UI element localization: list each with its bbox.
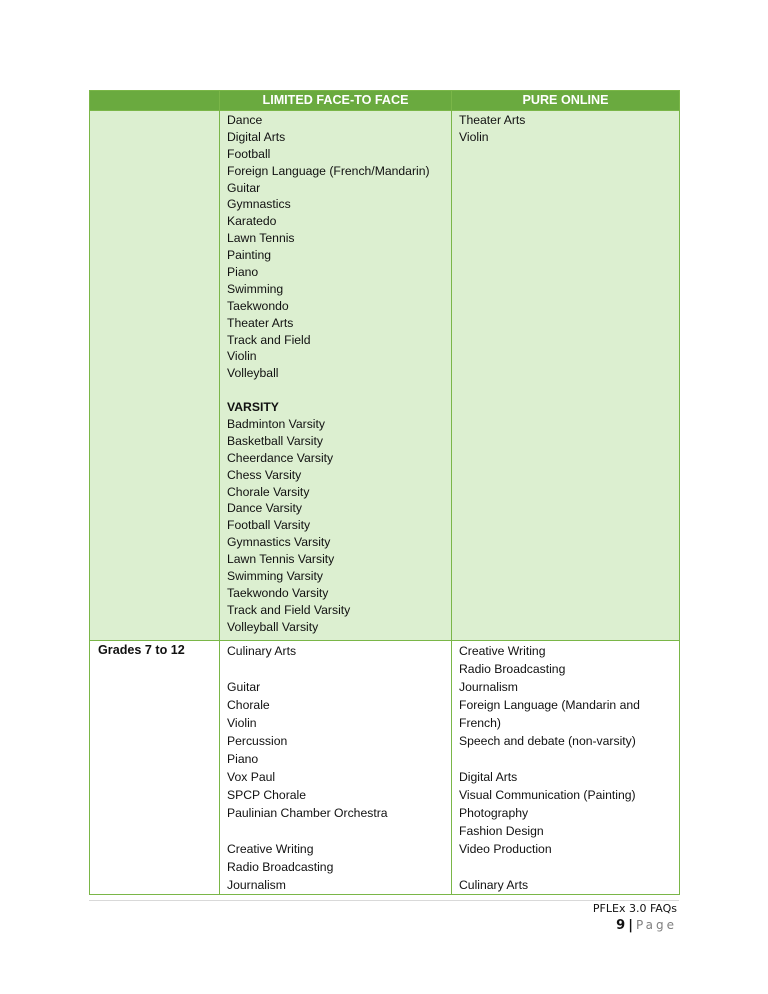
list-item: Swimming (227, 281, 284, 296)
list-item: Piano (227, 751, 259, 766)
page-number: 9 (616, 918, 626, 933)
footer-divider (89, 900, 679, 901)
list-item: Dance Varsity (227, 501, 302, 516)
list-item: Swimming Varsity (227, 569, 323, 584)
list-item: Digital Arts (227, 129, 286, 144)
list-item: SPCP Chorale (227, 787, 307, 802)
list-item: Creative Writing (227, 841, 314, 856)
list-item: Chorale (227, 697, 270, 712)
list-item: Paulinian Chamber Orchestra (227, 805, 388, 820)
list-item: Track and Field Varsity (227, 602, 351, 617)
list-item: Theater Arts (227, 315, 294, 330)
list-item: Creative Writing (459, 643, 546, 658)
list-item: Volleyball Varsity (227, 619, 319, 634)
table-row (90, 640, 680, 894)
limited-f2f-cell (220, 111, 452, 641)
list-item: Culinary Arts (227, 643, 297, 658)
list-item: Foreign Language (Mandarin and (459, 697, 640, 712)
list-item: Lawn Tennis Varsity (227, 552, 335, 567)
grade-cell (90, 111, 220, 641)
list-item: Chess Varsity (227, 467, 302, 482)
list-item: Karatedo (227, 214, 277, 229)
table-row (90, 111, 680, 641)
list-item: Violin (227, 349, 257, 364)
list-item: Video Production (459, 841, 552, 856)
list-item: Painting (227, 248, 272, 263)
list-item: Dance (227, 113, 263, 127)
list-item: Basketball Varsity (227, 433, 323, 448)
list-item: Track and Field (227, 332, 311, 347)
varsity-heading: VARSITY (227, 400, 279, 415)
footer-doc-title: PFLEx 3.0 FAQs (592, 902, 677, 915)
footer-page-number (616, 918, 677, 933)
list-item: Theater Arts (459, 113, 526, 127)
page-separator: | (628, 918, 633, 933)
list-item: Journalism (227, 877, 286, 892)
list-item: Radio Broadcasting (227, 859, 334, 874)
list-item: Chorale Varsity (227, 484, 310, 499)
list-item: Photography (459, 805, 529, 820)
table-header-row (90, 91, 680, 111)
list-item: Gymnastics (227, 197, 291, 212)
list-item: Digital Arts (459, 769, 518, 784)
header-grade (90, 91, 220, 111)
list-item: Cheerdance Varsity (227, 450, 334, 465)
list-item: Violin (459, 129, 489, 144)
program-table (89, 90, 680, 895)
header-pure-online: PURE ONLINE (452, 91, 680, 111)
list-item: Taekwondo (227, 298, 289, 313)
list-item: Lawn Tennis (227, 231, 295, 246)
list-item: Football Varsity (227, 518, 311, 533)
list-item: Speech and debate (non-varsity) (459, 733, 636, 748)
list-item: French) (459, 715, 501, 730)
list-item: Guitar (227, 679, 261, 694)
list-item: Piano (227, 265, 259, 280)
list-item: Culinary Arts (459, 877, 529, 892)
pure-online-cell (452, 111, 680, 641)
list-item: Percussion (227, 733, 288, 748)
list-item: Foreign Language (French/Mandarin) (227, 163, 430, 178)
list-item: Fashion Design (459, 823, 544, 838)
list-item: Vox Paul (227, 769, 276, 784)
header-limited-face-to-face: LIMITED FACE-TO FACE (220, 91, 452, 111)
list-item: Badminton Varsity (227, 417, 325, 432)
grade-label: Grades 7 to 12 (98, 642, 185, 657)
list-item: Volleyball (227, 366, 279, 381)
limited-f2f-cell (220, 640, 452, 894)
list-item: Guitar (227, 180, 261, 195)
list-item: Journalism (459, 679, 518, 694)
pure-online-cell (452, 640, 680, 894)
list-item: Violin (227, 715, 257, 730)
list-item: Football (227, 146, 271, 161)
page-word: Page (635, 918, 677, 932)
list-item: Radio Broadcasting (459, 661, 566, 676)
list-item: Gymnastics Varsity (227, 535, 331, 550)
list-item: Taekwondo Varsity (227, 585, 329, 600)
list-item: Visual Communication (Painting) (459, 787, 636, 802)
grade-cell (90, 640, 220, 894)
